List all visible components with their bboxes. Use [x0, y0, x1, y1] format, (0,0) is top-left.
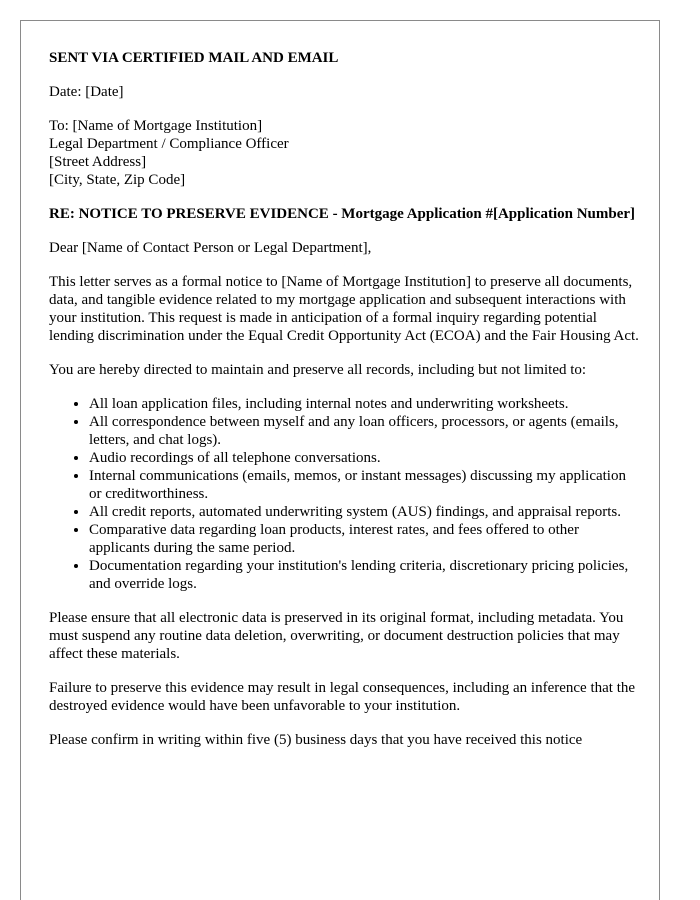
address-line-city: [City, State, Zip Code] [49, 172, 186, 188]
letter-body [49, 49, 639, 765]
address-line-department: Legal Department / Compliance Officer [49, 136, 289, 152]
letter-page [20, 20, 660, 900]
list-item: • All loan application files, including internal notes and underwriting worksheets. [89, 395, 639, 413]
list-item: • All credit reports, automated underwriting system (AUS) findings, and appraisal reports. [89, 503, 639, 521]
paragraph-electronic-data: Please ensure that all electronic data is preserved in its original format, including metadata. You must suspend any routine data deletion, overwriting, or document destruction policies that may affect these materials. [49, 610, 624, 662]
letter-header: SENT VIA CERTIFIED MAIL AND EMAIL [49, 50, 339, 66]
list-item: • Comparative data regarding loan products, interest rates, and fees offered to other applicants during the same period. [89, 521, 639, 557]
date-line: Date: [Date] [49, 84, 124, 100]
list-item: • All correspondence between myself and any loan officers, processors, or agents (emails, letters, and chat logs). [89, 413, 639, 449]
paragraph-consequences: Failure to preserve this evidence may result in legal consequences, including an inference that the destroyed evidence would have been unfavorable to your institution. [49, 680, 636, 714]
list-item: • Documentation regarding your institution's lending criteria, discretionary pricing policies, and override logs. [89, 557, 639, 593]
records-list [49, 395, 639, 593]
address-line-street: [Street Address] [49, 154, 147, 170]
subject-line: RE: NOTICE TO PRESERVE EVIDENCE - Mortgage Application #[Application Number] [49, 206, 636, 222]
paragraph-confirmation: Please confirm in writing within five (5) business days that you have received this notice [49, 732, 583, 748]
address-line-recipient: To: [Name of Mortgage Institution] [49, 118, 263, 134]
recipient-address [49, 117, 639, 189]
list-item: • Internal communications (emails, memos, or instant messages) discussing my application or creditworthiness. [89, 467, 639, 503]
salutation: Dear [Name of Contact Person or Legal Department], [49, 240, 372, 256]
paragraph-directive: You are hereby directed to maintain and preserve all records, including but not limited to: [49, 362, 587, 378]
paragraph-intro: This letter serves as a formal notice to [Name of Mortgage Institution] to preserve all documents, data, and tangible evidence related to my mortgage application and subsequent interactions with your institution. This request is made in anticipation of a formal inquiry regarding potential lending discrimination under the Equal Credit Opportunity Act (ECOA) and the Fair Housing Act. [49, 274, 639, 344]
list-item: • Audio recordings of all telephone conversations. [89, 449, 639, 467]
